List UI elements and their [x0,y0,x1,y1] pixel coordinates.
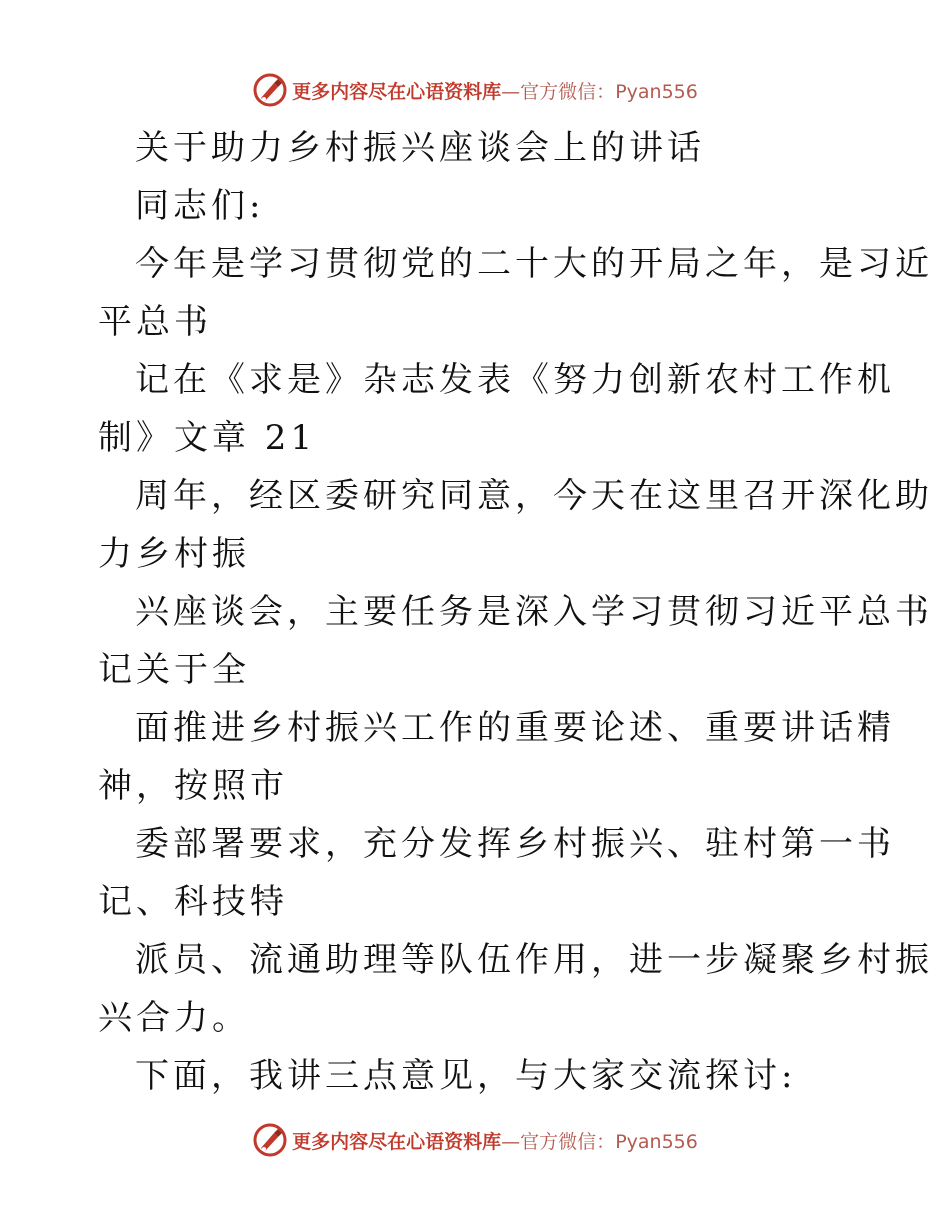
paragraph-line: 力乡村振 [98,534,250,574]
pen-logo-icon [252,72,288,108]
watermark-id-text: Pyan556 [615,1130,698,1153]
paragraph-line: 派员、流通助理等队伍作用，进一步凝聚乡村振 [135,940,933,980]
salutation: 同志们: [135,186,265,226]
watermark-separator-text: —官方微信： [501,1130,616,1153]
header-watermark [0,70,950,110]
paragraph-line: 制》文章 21 [98,418,317,458]
paragraph-line: 委部署要求，充分发挥乡村振兴、驻村第一书 [135,824,895,864]
watermark-id-text: Pyan556 [615,80,698,103]
watermark-separator-text: —官方微信： [501,80,616,103]
paragraph-line: 兴合力。 [98,998,250,1038]
watermark-main-text: 更多内容尽在心语资料库 [292,80,502,103]
footer-watermark [0,1120,950,1160]
watermark-main-text: 更多内容尽在心语资料库 [292,1130,502,1153]
paragraph-line: 下面，我讲三点意见，与大家交流探讨: [135,1056,797,1096]
paragraph-line: 神，按照市 [98,766,288,806]
paragraph-line: 记关于全 [98,650,250,690]
document-title: 关于助力乡村振兴座谈会上的讲话 [135,128,705,168]
paragraph-line: 兴座谈会，主要任务是深入学习贯彻习近平总书 [135,592,933,632]
paragraph-line: 周年，经区委研究同意，今天在这里召开深化助 [135,476,933,516]
paragraph-line: 记、科技特 [98,882,288,922]
paragraph-line: 今年是学习贯彻党的二十大的开局之年，是习近 [135,244,933,284]
paragraph-line: 面推进乡村振兴工作的重要论述、重要讲话精 [135,708,895,748]
paragraph-line: 平总书 [98,302,212,342]
paragraph-line: 记在《求是》杂志发表《努力创新农村工作机 [135,360,895,400]
pen-logo-icon [252,1122,288,1158]
